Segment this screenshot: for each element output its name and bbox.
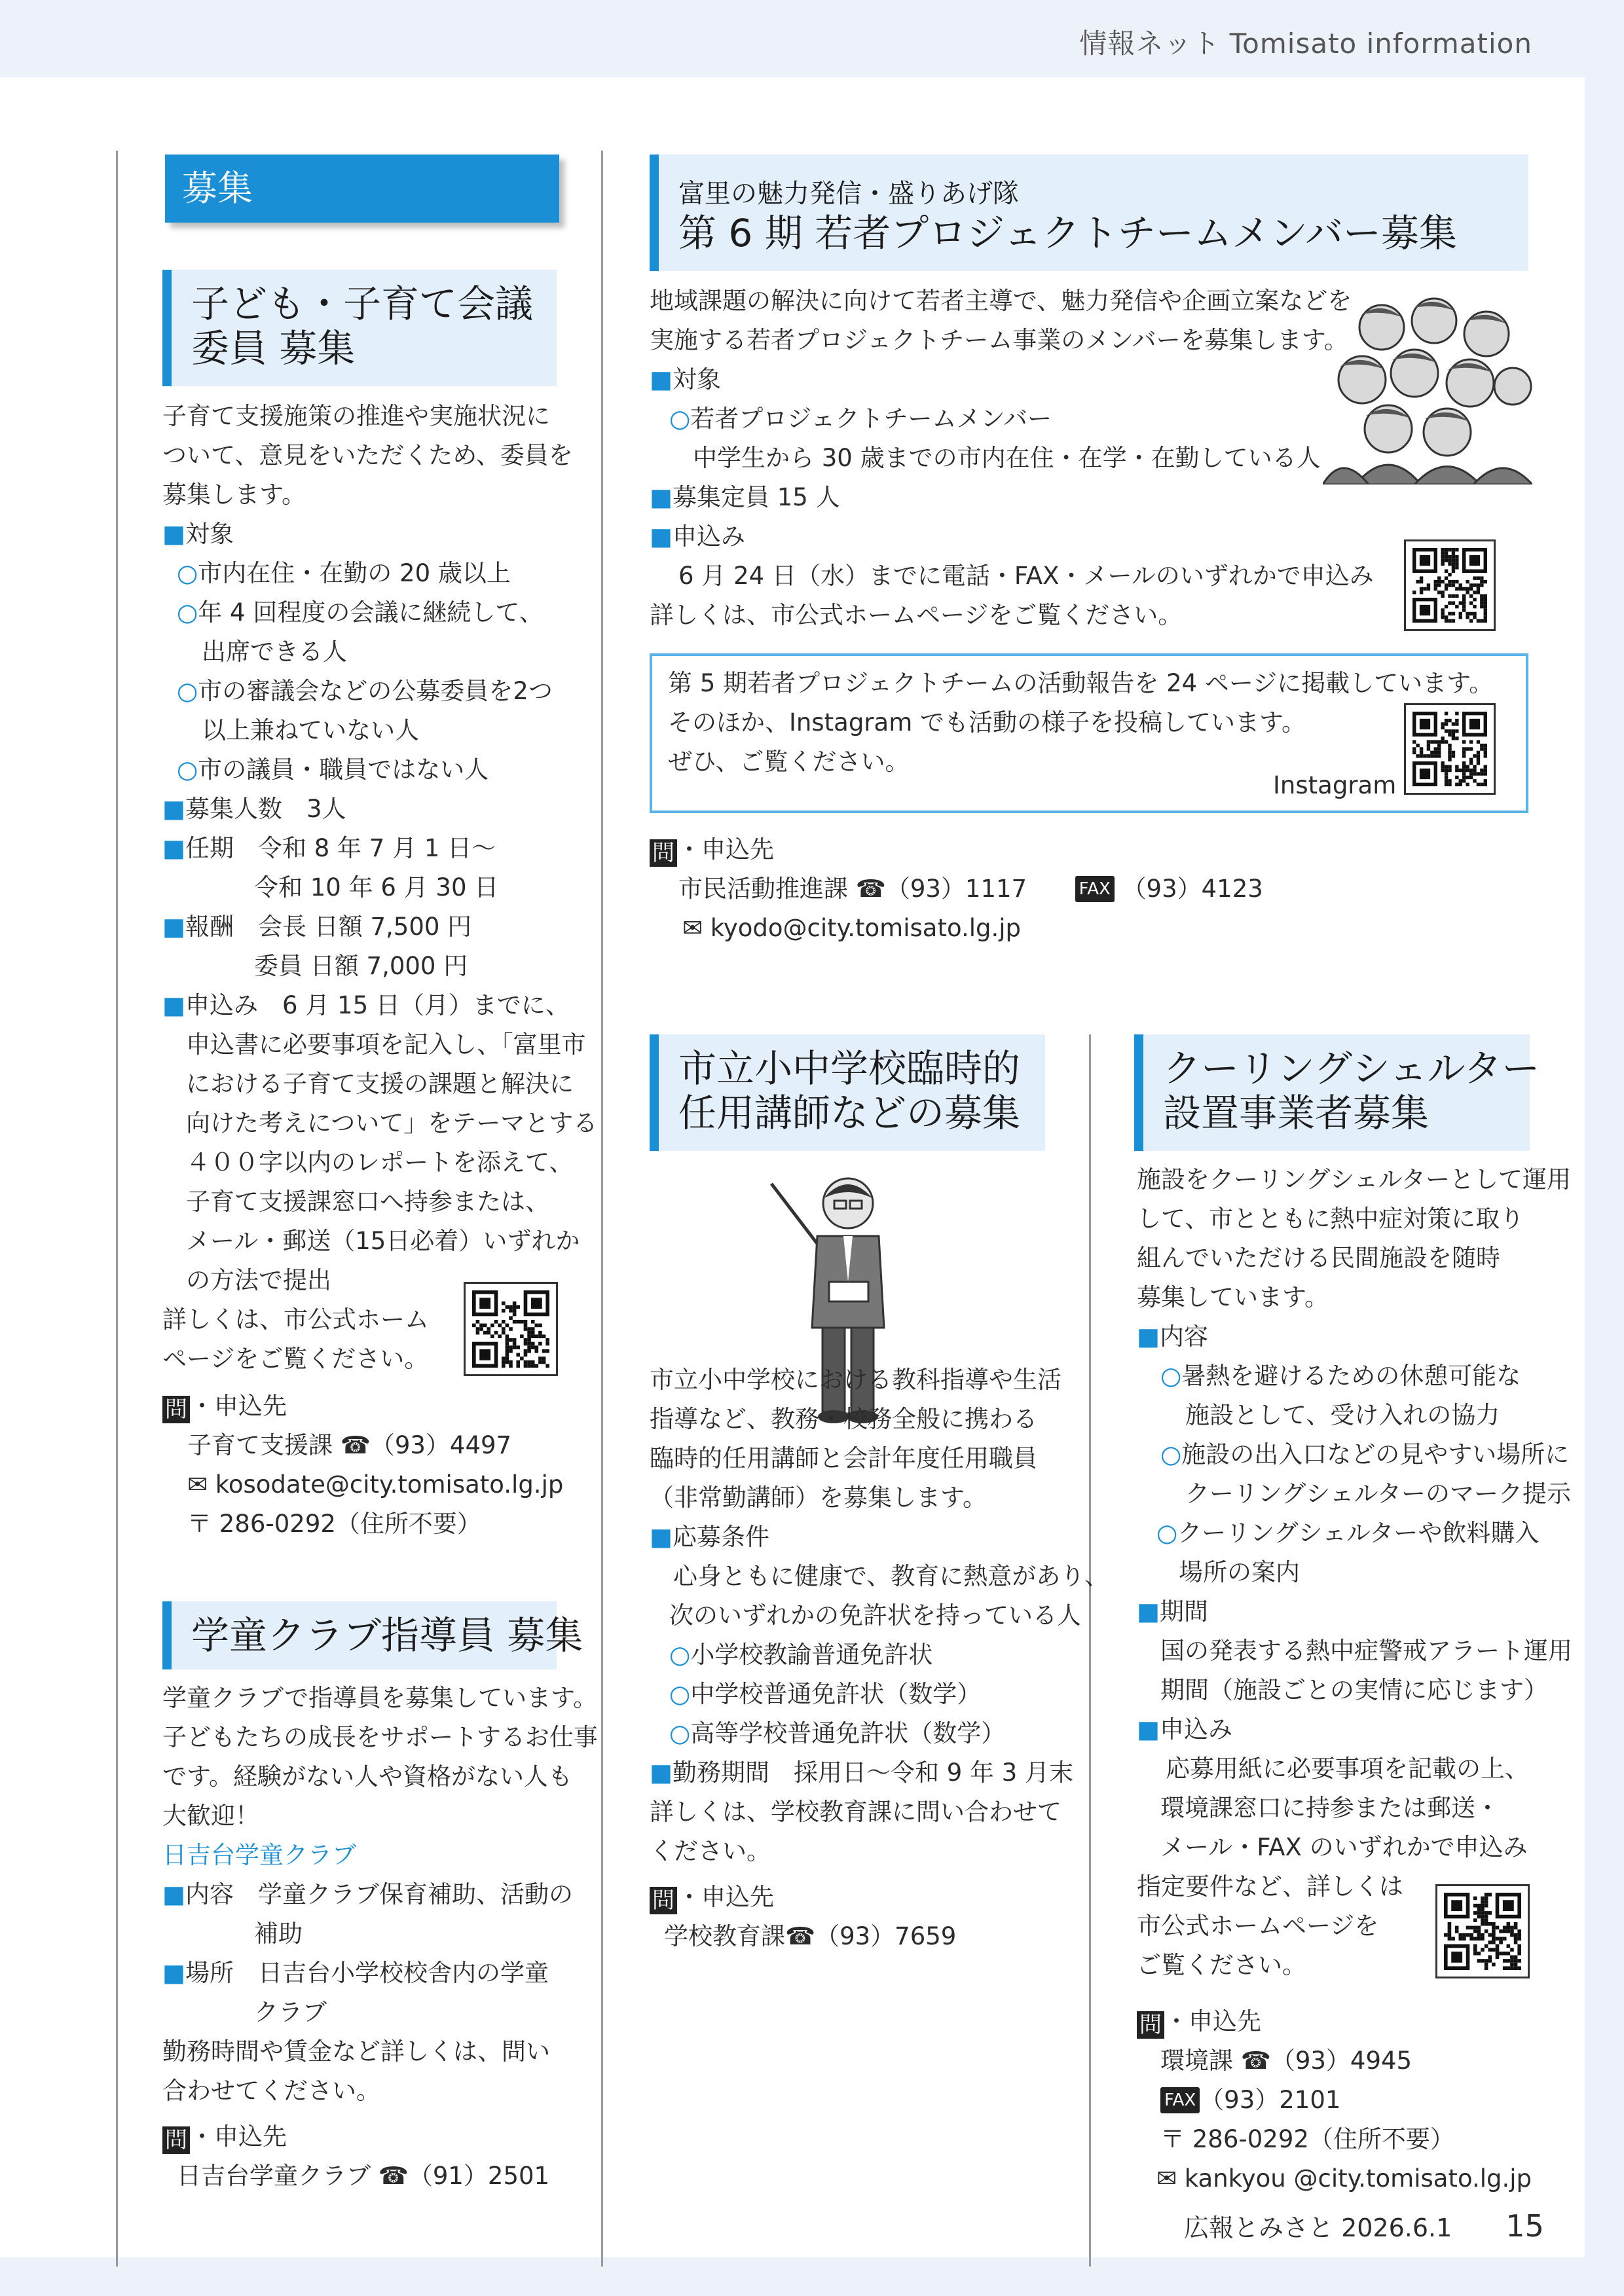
footer xyxy=(1184,2206,1544,2248)
youth-group-illustration xyxy=(1323,288,1532,484)
kodomo-title-line1: 子ども・子育て会議 xyxy=(191,282,534,326)
cooling-body xyxy=(1137,1160,1572,1985)
notice-line: ぜひ、ご覧ください。 xyxy=(668,748,910,776)
contact-zip: 〒 286-0292（住所不要） xyxy=(1160,2125,1454,2153)
wakamono-heading xyxy=(650,155,1528,271)
kodomo-body xyxy=(162,397,597,1379)
cooling-title-line2: 設置事業者募集 xyxy=(1163,1091,1430,1135)
kodomo-title-line2: 委員 募集 xyxy=(191,326,356,371)
body-line: 臨時的任用講師と会計年度任用職員 xyxy=(650,1444,1037,1472)
wakamono-contact xyxy=(650,830,1263,948)
body-line: ■勤務期間 採用日～令和 9 年 3 月末 xyxy=(650,1758,1074,1787)
body-line: ご覧ください。 xyxy=(1137,1951,1306,1979)
body-line: ○中学校普通免許状（数学） xyxy=(669,1680,982,1708)
contact-zip: 〒 286-0292（住所不要） xyxy=(187,1510,481,1538)
wakamono-title: 第 6 期 若者プロジェクトチームメンバー募集 xyxy=(678,211,1457,255)
contact-mail[interactable]: ✉ kankyou @city.tomisato.lg.jp xyxy=(1156,2164,1532,2193)
contact-label: ・申込先 xyxy=(190,2123,287,2151)
body-line: 詳しくは、学校教育課に問い合わせて xyxy=(650,1798,1061,1826)
body-line: ○高等学校普通免許状（数学） xyxy=(669,1719,1006,1747)
body-line: 市公式ホームページを xyxy=(1137,1912,1379,1940)
body-line: ■募集定員 15 人 xyxy=(650,483,840,511)
body-line: 募集しています。 xyxy=(1137,1283,1329,1311)
body-line: ■対象 xyxy=(162,520,234,548)
body-line: ○市の議員・職員ではない人 xyxy=(177,756,489,784)
notice-line: そのほか、Instagram でも活動の様子を投稿しています。 xyxy=(668,708,1306,737)
kodomo-contact xyxy=(162,1387,563,1544)
kodomo-heading xyxy=(162,270,557,386)
kodomo-qr-code[interactable] xyxy=(464,1282,558,1376)
notice-line: 第 5 期若者プロジェクトチームの活動報告を 24 ページに掲載しています。 xyxy=(668,669,1494,697)
body-line: ついて、意見をいただくため、委員を xyxy=(162,441,573,469)
toiawase-icon: 問 xyxy=(162,1396,190,1423)
body-line: 募集します。 xyxy=(162,481,306,509)
body-line: ■任期 令和 8 年 7 月 1 日～ xyxy=(162,834,496,862)
gakudo-title: 学童クラブ指導員 募集 xyxy=(191,1613,583,1658)
column-rule-middle xyxy=(601,151,603,2267)
fax-icon: FAX xyxy=(1160,2087,1200,2113)
fax-icon: FAX xyxy=(1075,876,1115,902)
gakudo-body xyxy=(162,1679,598,2196)
body-line: 環境課窓口に持参または郵送・ xyxy=(1160,1794,1500,1822)
body-line: 施設をクーリングシェルターとして運用 xyxy=(1137,1165,1572,1194)
body-line: 令和 10 年 6 月 30 日 xyxy=(254,873,499,902)
body-line: 場所の案内 xyxy=(1179,1558,1300,1586)
body-line: 応募用紙に必要事項を記載の上、 xyxy=(1166,1755,1529,1783)
contact-label: ・申込先 xyxy=(190,1392,287,1420)
body-line: ○市の審議会などの公募委員を2つ xyxy=(177,677,553,705)
body-line: ■申込み 6 月 15 日（月）までに、 xyxy=(162,991,570,1019)
body-line: クーリングシェルターのマーク提示 xyxy=(1185,1480,1572,1508)
body-line: 学童クラブで指導員を募集しています。 xyxy=(162,1684,598,1712)
club-name: 日吉台学童クラブ xyxy=(162,1841,356,1869)
koshi-title-line2: 任用講師などの募集 xyxy=(678,1091,1021,1135)
body-line: 組んでいただける民間施設を随時 xyxy=(1137,1244,1500,1272)
body-line: 実施する若者プロジェクトチーム事業のメンバーを募集します。 xyxy=(650,326,1348,354)
body-line: 6 月 24 日（水）までに電話・FAX・メールのいずれかで申込み xyxy=(678,562,1374,590)
body-line: の方法で提出 xyxy=(186,1266,331,1294)
body-line: 心身ともに健康で、教育に熱意があり、 xyxy=(673,1562,1109,1590)
body-line: ■内容 xyxy=(1137,1322,1208,1351)
body-line: ■期間 xyxy=(1137,1597,1208,1626)
body-line: 指導など、教務・校務全般に携わる xyxy=(650,1405,1037,1433)
body-line: 詳しくは、市公式ホーム xyxy=(162,1305,429,1334)
body-line: ■場所 日吉台小学校校舎内の学童 xyxy=(162,1959,549,1987)
body-line: して、市とともに熱中症対策に取り xyxy=(1137,1205,1524,1233)
body-line: ■募集人数 3人 xyxy=(162,795,346,823)
cooling-title-line1: クーリングシェルター xyxy=(1163,1046,1540,1091)
body-line: ○暑熱を避けるための休憩可能な xyxy=(1160,1362,1521,1390)
body-line: ■申込み xyxy=(1137,1715,1232,1743)
toiawase-icon: 問 xyxy=(650,839,677,867)
body-line: ○年 4 回程度の会議に継続して、 xyxy=(177,598,544,627)
contact-tel: 学校教育課☎（93）7659 xyxy=(664,1922,957,1950)
body-line: 申込書に必要事項を記入し、「富里市 xyxy=(186,1030,586,1059)
toiawase-icon: 問 xyxy=(162,2126,190,2154)
body-line: 子育て支援課窓口へ持参または、 xyxy=(186,1188,549,1216)
body-line: ■対象 xyxy=(650,365,721,393)
body-line: 市立小中学校における教科指導や生活 xyxy=(650,1366,1061,1394)
body-line: 詳しくは、市公式ホームページをご覧ください。 xyxy=(650,601,1183,629)
body-line: 子育て支援施策の推進や実施状況に xyxy=(162,402,550,430)
wakamono-qr-code[interactable] xyxy=(1404,539,1496,631)
body-line: 地域課題の解決に向けて若者主導で、魅力発信や企画立案などを xyxy=(650,287,1352,315)
instagram-qr-code[interactable] xyxy=(1404,703,1496,795)
contact-mail[interactable]: ✉ kyodo@city.tomisato.lg.jp xyxy=(682,914,1022,942)
body-line: 以上兼ねていない人 xyxy=(202,716,420,744)
body-line: ○クーリングシェルターや飲料購入 xyxy=(1156,1519,1540,1547)
body-line: （非常勤講師）を募集します。 xyxy=(650,1484,987,1512)
section-label xyxy=(165,155,559,223)
page xyxy=(0,77,1585,2257)
contact-tel: 市民活動推進課 ☎（93）1117 xyxy=(678,875,1027,903)
wakamono-body xyxy=(650,282,1374,635)
contact-fax: （93）4123 xyxy=(1122,875,1263,903)
running-head: 情報ネット Tomisato information xyxy=(1079,27,1532,60)
body-line: 委員 日額 7,000 円 xyxy=(254,952,468,980)
body-line: メール・FAX のいずれかで申込み xyxy=(1160,1833,1528,1861)
toiawase-icon: 問 xyxy=(650,1887,677,1914)
body-line: ○小学校教諭普通免許状 xyxy=(669,1641,933,1669)
body-line: における子育て支援の課題と解決に xyxy=(186,1070,574,1098)
koshi-body xyxy=(650,1360,1109,1956)
footer-publication: 広報とみさと 2026.6.1 xyxy=(1184,2214,1452,2242)
body-line: 国の発表する熱中症警戒アラート運用 xyxy=(1160,1637,1572,1665)
contact-mail[interactable]: ✉ kosodate@city.tomisato.lg.jp xyxy=(187,1470,564,1499)
body-line: 子どもたちの成長をサポートするお仕事 xyxy=(162,1723,598,1751)
contact-fax: （93）2101 xyxy=(1200,2086,1341,2114)
body-line: です。経験がない人や資格がない人も xyxy=(162,1762,573,1791)
body-line: 指定要件など、詳しくは xyxy=(1137,1872,1403,1901)
body-line: ください。 xyxy=(650,1837,771,1865)
body-line: 補助 xyxy=(254,1920,303,1948)
contact-tel: 日吉台学童クラブ ☎（91）2501 xyxy=(177,2162,550,2190)
body-line: 勤務時間や賃金など詳しくは、問い xyxy=(162,2037,550,2066)
body-line: メール・郵送（15日必着）いずれか xyxy=(186,1227,580,1255)
body-line: ■応募条件 xyxy=(650,1523,769,1551)
cooling-qr-code[interactable] xyxy=(1435,1884,1530,1978)
body-line: ■申込み xyxy=(650,522,745,551)
instagram-label: Instagram xyxy=(1273,771,1397,799)
contact-label: ・申込先 xyxy=(677,1883,774,1911)
body-line: ■報酬 会長 日額 7,500 円 xyxy=(162,913,472,941)
body-line: ○市内在住・在勤の 20 歳以上 xyxy=(177,559,511,587)
body-line: 次のいずれかの免許状を持っている人 xyxy=(669,1601,1081,1630)
body-line: ■内容 学童クラブ保育補助、活動の xyxy=(162,1880,573,1908)
contact-tel: 環境課 ☎（93）4945 xyxy=(1160,2047,1412,2075)
contact-label: ・申込先 xyxy=(677,835,774,864)
gakudo-heading xyxy=(162,1601,583,1669)
body-line: 期間（施設ごとの実情に応じます） xyxy=(1160,1676,1548,1704)
cooling-contact xyxy=(1137,2002,1532,2198)
body-line: 合わせてください。 xyxy=(162,2077,380,2105)
column-rule-left xyxy=(116,151,118,2267)
page-number: 15 xyxy=(1505,2208,1544,2244)
body-line: 向けた考えについて」をテーマとする xyxy=(186,1109,598,1137)
body-line: クラブ xyxy=(254,1998,327,2026)
cooling-heading xyxy=(1134,1034,1540,1151)
body-line: ○施設の出入口などの見やすい場所に xyxy=(1160,1440,1570,1468)
koshi-title-line1: 市立小中学校臨時的 xyxy=(678,1046,1021,1091)
body-line: 大歓迎！ xyxy=(162,1802,259,1830)
wakamono-subtitle: 富里の魅力発信・盛りあげ隊 xyxy=(678,179,1019,209)
contact-tel: 子育て支援課 ☎（93）4497 xyxy=(187,1431,512,1459)
section-label-text: 募集 xyxy=(182,168,253,209)
body-line: 出席できる人 xyxy=(202,638,347,666)
body-line: ○若者プロジェクトチームメンバー xyxy=(669,405,1052,433)
body-line: 施設として、受け入れの協力 xyxy=(1185,1401,1500,1429)
wakamono-notice-box xyxy=(650,653,1528,813)
body-line: 中学生から 30 歳までの市内在住・在学・在勤している人 xyxy=(693,444,1321,472)
body-line: ４００字以内のレポートを添えて、 xyxy=(186,1148,574,1176)
contact-label: ・申込先 xyxy=(1164,2007,1261,2035)
body-line: ページをご覧ください。 xyxy=(162,1345,429,1373)
toiawase-icon: 問 xyxy=(1137,2011,1164,2039)
koshi-heading xyxy=(650,1034,1045,1151)
